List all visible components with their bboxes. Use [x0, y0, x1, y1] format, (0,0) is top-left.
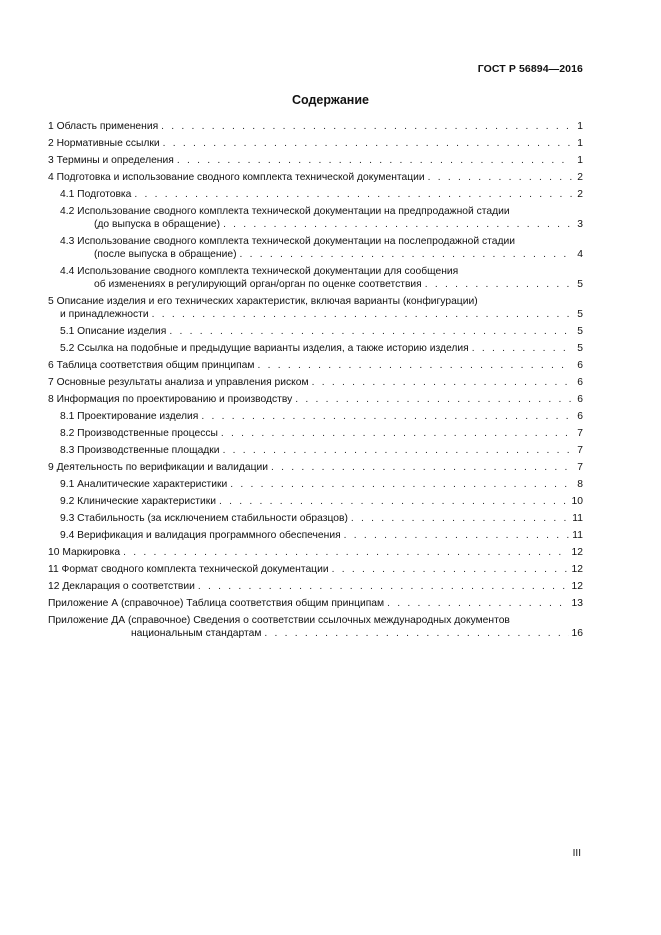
- toc-entry[interactable]: [48, 154, 583, 167]
- dot-leader: [163, 137, 572, 150]
- toc-entry-page: 8: [577, 479, 583, 490]
- dot-leader: [230, 478, 572, 491]
- toc-entry-page: 11: [572, 513, 583, 524]
- toc-entry[interactable]: [48, 359, 583, 372]
- toc-entry[interactable]: [48, 597, 583, 610]
- toc-entry-title: 9.4 Верификация и валидация программного обеспечения: [60, 530, 341, 541]
- toc-entry-title: и принадлежности: [60, 309, 149, 320]
- toc-entry-page: 13: [571, 598, 583, 609]
- dot-leader: [219, 495, 569, 508]
- toc-entry[interactable]: [48, 546, 583, 559]
- toc-entry[interactable]: [48, 295, 583, 321]
- toc-entry-page: 6: [577, 394, 583, 405]
- toc-entry[interactable]: [60, 235, 583, 261]
- toc-entry-page: 5: [577, 343, 583, 354]
- dot-leader: [351, 512, 569, 525]
- document-id: ГОСТ Р 56894—2016: [477, 63, 583, 75]
- toc-entry-title: 12 Декларация о соответствии: [48, 581, 195, 592]
- toc-entry-page: 12: [571, 564, 583, 575]
- dot-leader: [177, 154, 572, 167]
- dot-leader: [223, 444, 572, 457]
- toc-entry[interactable]: [48, 563, 583, 576]
- toc-entry-page: 11: [572, 530, 583, 541]
- toc-entry[interactable]: [48, 137, 583, 150]
- toc-entry-page: 12: [571, 547, 583, 558]
- toc-entry[interactable]: [60, 188, 583, 201]
- toc-entry[interactable]: [60, 478, 583, 491]
- toc-entry-title: 4 Подготовка и использование сводного комплекта технической документации: [48, 172, 425, 183]
- toc-entry[interactable]: [60, 342, 583, 355]
- toc-entry-title: Приложение А (справочное) Таблица соответствия общим принципам: [48, 598, 385, 609]
- toc-entry-page: 7: [577, 462, 583, 473]
- dot-leader: [134, 188, 572, 201]
- toc-entry-page: 10: [571, 496, 583, 507]
- dot-leader: [332, 563, 569, 576]
- toc-entry-page: 5: [577, 326, 583, 337]
- toc-entry[interactable]: [60, 427, 583, 440]
- toc-entry-title: 5.1 Описание изделия: [60, 326, 167, 337]
- toc-entry[interactable]: [60, 495, 583, 508]
- toc-entry-title: 9.1 Аналитические характеристики: [60, 479, 228, 490]
- toc-entry-title: 9.2 Клинические характеристики: [60, 496, 216, 507]
- toc-entry[interactable]: [48, 393, 583, 406]
- toc-entry-page: 2: [577, 172, 583, 183]
- page-number: III: [572, 848, 581, 859]
- toc-entry-page: 2: [577, 189, 583, 200]
- toc-entry-title: 8.3 Производственные площадки: [60, 445, 220, 456]
- dot-leader: [169, 325, 572, 338]
- toc-entry[interactable]: [60, 444, 583, 457]
- toc-entry[interactable]: [48, 461, 583, 474]
- toc-entry[interactable]: [48, 171, 583, 184]
- toc-entry-title: об изменениях в регулирующий орган/орган по оценке соответствия: [94, 279, 422, 290]
- toc-entry-page: 6: [577, 411, 583, 422]
- toc-entry-title-line1: 4.2 Использование сводного комплекта технической документации на предпродажной стадии: [60, 206, 510, 217]
- toc-entry-page: 3: [577, 219, 583, 230]
- toc-entry-title: 6 Таблица соответствия общим принципам: [48, 360, 255, 371]
- dot-leader: [312, 376, 572, 389]
- toc-entry-page: 12: [571, 581, 583, 592]
- dot-leader: [264, 627, 568, 640]
- dot-leader: [472, 342, 572, 355]
- toc-entry-page: 6: [577, 360, 583, 371]
- dot-leader: [223, 218, 572, 231]
- toc-entry-title: 8 Информация по проектированию и производству: [48, 394, 293, 405]
- dot-leader: [198, 580, 569, 593]
- toc-entry-page: 4: [577, 249, 583, 260]
- toc-entry-title: 1 Область применения: [48, 121, 159, 132]
- toc-entry-title: 9 Деятельность по верификации и валидации: [48, 462, 268, 473]
- toc-entry-title: 4.1 Подготовка: [60, 189, 132, 200]
- toc-entry-page: 1: [577, 138, 583, 149]
- toc-entry-title: 3 Термины и определения: [48, 155, 174, 166]
- toc-entry[interactable]: [48, 614, 583, 640]
- toc-entry-page: 6: [577, 377, 583, 388]
- toc-entry[interactable]: [60, 410, 583, 423]
- dot-leader: [161, 120, 572, 133]
- toc-entry-title: 9.3 Стабильность (за исключением стабильности образцов): [60, 513, 348, 524]
- dot-leader: [221, 427, 572, 440]
- toc-entry-title-line1: Приложение ДА (справочное) Сведения о соответствии ссылочных международных документов: [48, 615, 510, 626]
- toc-entry-page: 1: [577, 155, 583, 166]
- dot-leader: [387, 597, 568, 610]
- toc-entry-title: 5.2 Ссылка на подобные и предыдущие варианты изделия, а также историю изделия: [60, 343, 469, 354]
- toc-entry-page: 16: [571, 628, 583, 639]
- dot-leader: [428, 171, 572, 184]
- dot-leader: [271, 461, 572, 474]
- toc-entry[interactable]: [60, 512, 583, 525]
- toc-entry-page: 5: [577, 309, 583, 320]
- dot-leader: [240, 248, 572, 261]
- toc-entry-title-line1: 4.3 Использование сводного комплекта технической документации на послепродажной стадии: [60, 236, 515, 247]
- toc-entry[interactable]: [60, 205, 583, 231]
- dot-leader: [152, 308, 572, 321]
- toc-entry[interactable]: [48, 120, 583, 133]
- dot-leader: [295, 393, 572, 406]
- toc-entry[interactable]: [48, 580, 583, 593]
- toc-entry[interactable]: [48, 376, 583, 389]
- toc-entry[interactable]: [60, 325, 583, 338]
- toc-entry-title: 8.2 Производственные процессы: [60, 428, 218, 439]
- dot-leader: [257, 359, 572, 372]
- toc-entry[interactable]: [60, 529, 583, 542]
- toc-entry-page: 7: [577, 428, 583, 439]
- toc-entry-title: (до выпуска в обращение): [94, 219, 221, 230]
- toc-entry-title: (после выпуска в обращение): [94, 249, 237, 260]
- toc-entry-title: 7 Основные результаты анализа и управления риском: [48, 377, 309, 388]
- toc-entry-title: 2 Нормативные ссылки: [48, 138, 160, 149]
- toc-entry[interactable]: [60, 265, 583, 291]
- dot-leader: [201, 410, 572, 423]
- toc-entry-page: 5: [577, 279, 583, 290]
- toc-entry-title: 11 Формат сводного комплекта технической документации: [48, 564, 329, 575]
- page-title: Содержание: [291, 93, 369, 107]
- toc-entry-title: 8.1 Проектирование изделия: [60, 411, 199, 422]
- toc-entry-title-line1: 5 Описание изделия и его технических характеристик, включая варианты (конфигурации): [48, 296, 478, 307]
- dot-leader: [344, 529, 570, 542]
- dot-leader: [123, 546, 568, 559]
- toc-entry-title-line1: 4.4 Использование сводного комплекта технической документации для сообщения: [60, 266, 459, 277]
- table-of-contents: [48, 120, 583, 640]
- toc-entry-title: 10 Маркировка: [48, 547, 121, 558]
- toc-entry-page: 7: [577, 445, 583, 456]
- dot-leader: [425, 278, 572, 291]
- toc-entry-title: национальным стандартам: [131, 628, 262, 639]
- toc-entry-page: 1: [577, 121, 583, 132]
